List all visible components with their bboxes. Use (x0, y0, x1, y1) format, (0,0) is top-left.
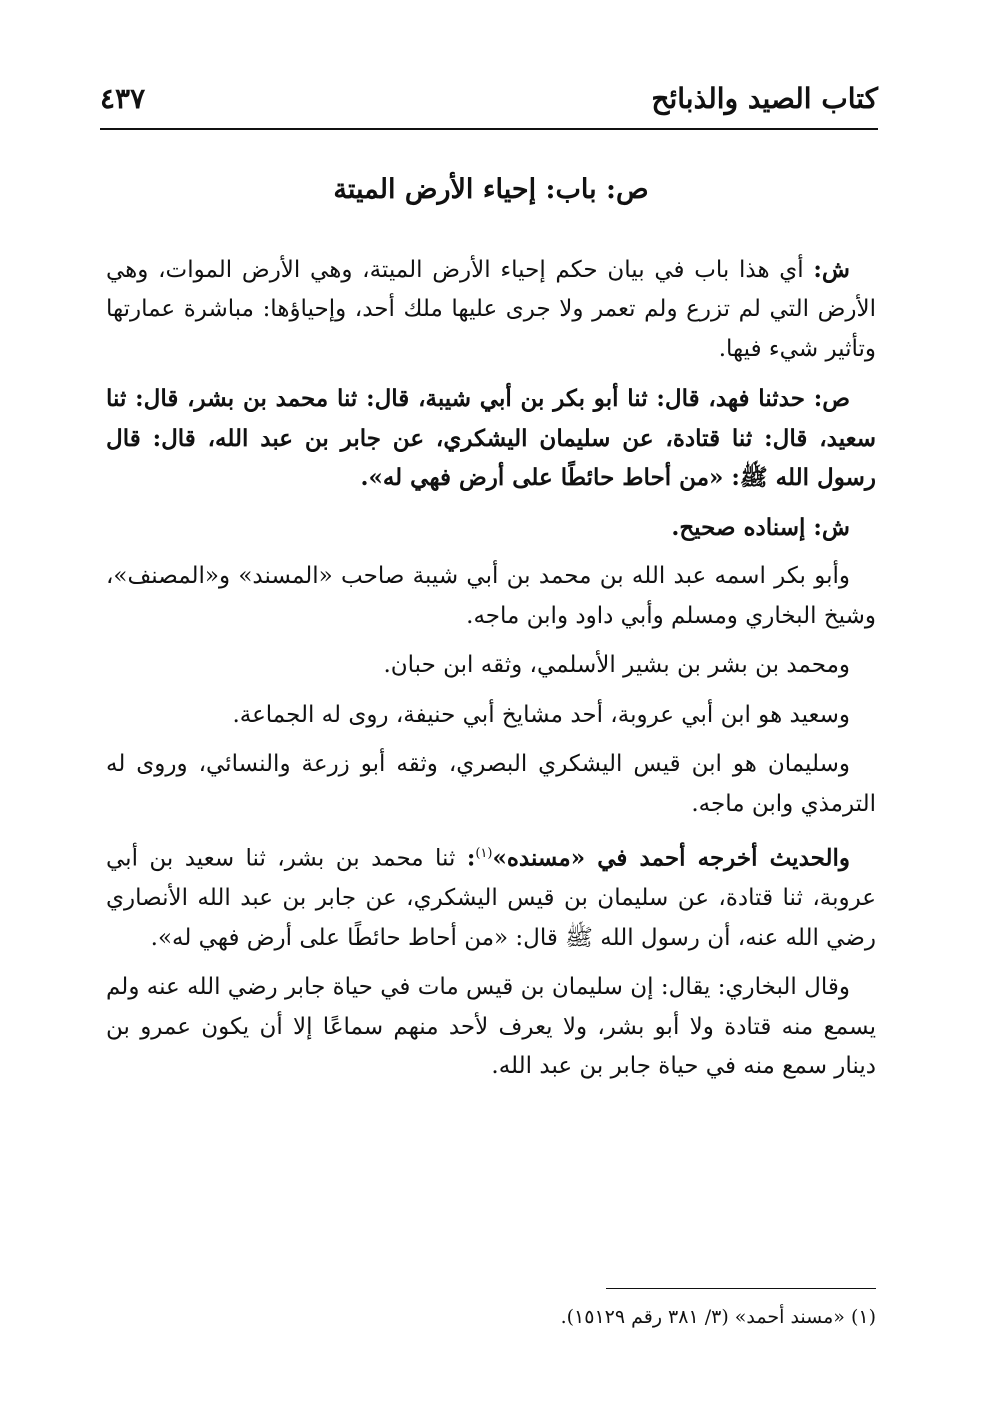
paragraph-narrator-muhammad: ومحمد بن بشر بن بشير الأسلمي، وثقه ابن حبان. (383, 652, 850, 678)
paragraph-bukhari: وقال البخاري: يقال: إن سليمان بن قيس مات في حياة جابر رضي الله عنه ولم يسمع منه قتادة ولا أبو بشر، ولا يعرف لأحد منهم سماعًا إلا أن يكون عمرو بن دينار سمع منه في حياة جابر بن عبد الله. (106, 974, 876, 1080)
paragraph-text: إسناده صحيح. (671, 513, 814, 541)
paragraph-text: حدثنا فهد، قال: ثنا أبو بكر بن أبي شيبة، قال: ثنا محمد بن بشر، قال: ثنا سعيد، قال: ثنا قتادة، عن سليمان اليشكري، عن جابر بن عبد الله، قال: قال رسول الله ﷺ: «من أحاط حائطًا على أرض فهي له». (106, 385, 876, 491)
paragraph-narrator-sulaiman: وسليمان هو ابن قيس اليشكري البصري، وثقه أبو زرعة والنسائي، وروى له الترمذي وابن ماجه. (106, 751, 876, 817)
sharh-marker: ش: (813, 255, 850, 283)
page-number: ٤٣٧ (100, 82, 146, 115)
paragraph-narrator-saeed: وسعيد هو ابن أبي عروبة، أحد مشايخ أبي حنيفة، روى له الجماعة. (232, 701, 850, 728)
page-header (100, 78, 878, 130)
takhrij-colon: : (466, 844, 476, 872)
paragraph-text: أي هذا باب في بيان حكم إحياء الأرض الميتة، وهي الأرض الموات، وهي الأرض التي لم تزرع ولم تعمر ولا جرى عليها ملك أحد، وإحياؤها: مباشرة عمارتها وتأثير شيء فيها. (106, 256, 876, 362)
header-rule (100, 128, 878, 130)
paragraph-takhrij (106, 834, 876, 958)
running-title: كتاب الصيد والذبائح (651, 82, 878, 115)
paragraph-hadith (106, 379, 876, 498)
footnote-rule (606, 1288, 876, 1289)
section-heading: ص: باب: إحياء الأرض الميتة (333, 174, 649, 205)
sharh-marker: ش: (813, 513, 850, 541)
footnote-reference[interactable]: (١) (475, 846, 493, 861)
paragraph-explanation (106, 250, 876, 370)
paragraph-text: ثنا محمد بن بشر، ثنا سعيد بن أبي عروبة، ثنا قتادة، عن سليمان بن قيس اليشكري، عن جابر بن عبد الله الأنصاري رضي الله عنه، أن رسول الله ﷺ قال: «من أحاط حائطًا على أرض فهي له». (106, 845, 876, 951)
paragraph-isnad-grade (106, 508, 876, 548)
footnote: (١) «مسند أحمد» (٣/ ٣٨١ رقم ١٥١٢٩). (560, 1306, 876, 1328)
main-text (106, 170, 876, 1097)
paragraph-narrator-abu-bakr: وأبو بكر اسمه عبد الله بن محمد بن أبي شيبة صاحب «المسند» و«المصنف»، وشيخ البخاري ومسلم وأبي داود وابن ماجه. (106, 563, 876, 629)
takhrij-lead: والحديث أخرجه أحمد في «مسنده» (492, 844, 850, 872)
matn-marker: ص: (813, 385, 850, 412)
